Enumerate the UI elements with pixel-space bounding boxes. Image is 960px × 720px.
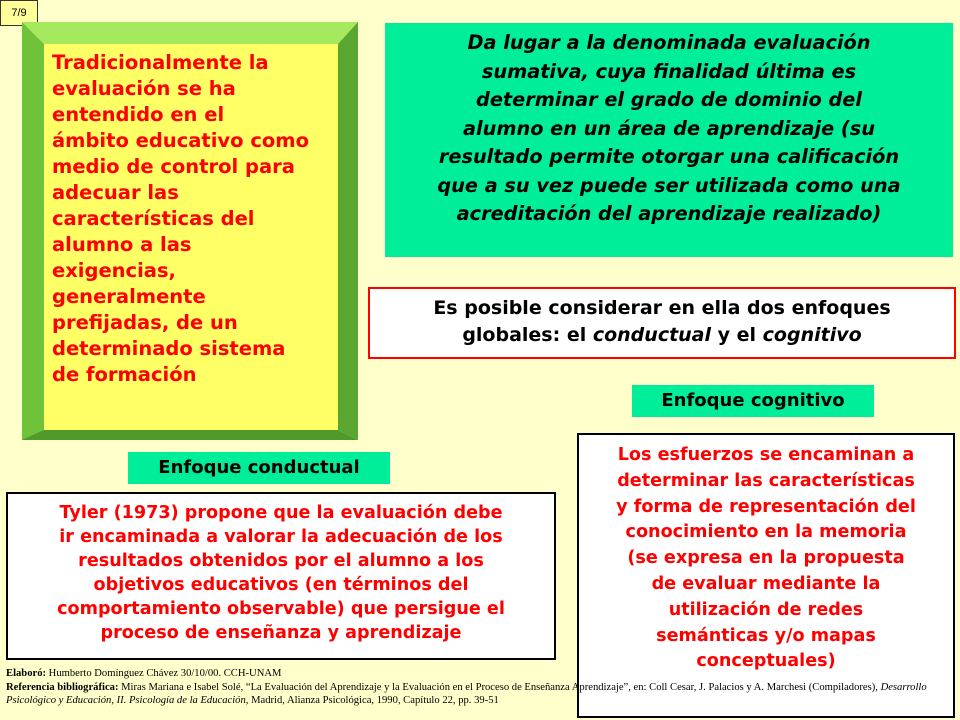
text-line: características del	[52, 207, 255, 230]
text-line: sumativa, cuya finalidad última es	[481, 59, 857, 83]
text-line: de evaluar mediante la	[651, 573, 881, 594]
text-line: entendido en el	[52, 103, 225, 126]
cognitivo-emphasis: cognitivo	[762, 324, 862, 346]
text-line: comportamiento observable) que persigue el	[57, 599, 505, 619]
summative-evaluation-box	[385, 23, 953, 257]
conductual-emphasis: conductual	[592, 324, 712, 346]
text-line: de formación	[52, 363, 197, 386]
text-fragment: y el	[711, 324, 763, 346]
text-line: conceptuales)	[696, 651, 836, 672]
text-line: que a su vez puede ser utilizada como una	[437, 173, 901, 197]
credits-footer	[6, 667, 956, 708]
bibliographic-reference	[6, 681, 956, 708]
text-line: alumno en un área de aprendizaje (su	[463, 116, 875, 140]
text-line: medio de control para	[52, 155, 295, 178]
text-line: conocimiento en la memoria	[625, 522, 907, 543]
text-line: resultados obtenidos por el alumno a los	[78, 551, 484, 571]
traditional-evaluation-text	[52, 50, 344, 388]
reference-label: Referencia bibliográfica:	[6, 681, 119, 693]
text-line: Es posible considerar en ella dos enfoques	[433, 297, 891, 319]
text-line: acreditación del aprendizaje realizado)	[456, 202, 882, 225]
text-line: (se expresa en la propuesta	[627, 548, 905, 569]
text-line: adecuar las	[52, 181, 179, 204]
text-line: ir encaminada a valorar la adecuación de los	[59, 527, 503, 547]
text-line: generalmente	[52, 285, 206, 308]
text-line: exigencias,	[52, 259, 176, 282]
text-fragment: globales: el	[462, 324, 593, 346]
text-line	[370, 322, 954, 349]
two-approaches-box	[368, 287, 956, 359]
text-line: Da lugar a la denominada evaluación	[467, 31, 871, 54]
author-credit	[6, 667, 956, 681]
behavioral-approach-box	[6, 492, 556, 660]
reference-book-title: Desarrollo Psicológico y Educación, II. Psicología de la Educación	[6, 681, 927, 706]
behavioral-approach-label: Enfoque conductual	[128, 452, 390, 484]
text-line: alumno a las	[52, 233, 192, 256]
text-line: prefijadas, de un	[52, 311, 238, 334]
text-line: utilización de redes	[668, 599, 864, 620]
text-line: objetivos educativos (en términos del	[93, 575, 469, 595]
text-line: y forma de representación del	[616, 496, 916, 517]
reference-text: Miras Mariana e Isabel Solé, “La Evaluación del Aprendizaje y la Evaluación en el Proceso de Enseñanza Aprendizaje”, en: Coll Cesar, J. Palacios y A. Marchesi (Compiladores),	[118, 681, 881, 693]
text-line: Tyler (1973) propone que la evaluación debe	[59, 503, 503, 523]
text-line: determinar el grado de dominio del	[476, 88, 862, 111]
text-line: ámbito educativo como	[52, 129, 309, 152]
text-line: proceso de enseñanza y aprendizaje	[100, 623, 462, 643]
reference-text-end: , Madrid, Alianza Psicológica, 1990, Capítulo 22, pp. 39-51	[245, 695, 499, 706]
text-line: determinado sistema	[52, 337, 286, 360]
text-line: determinar las características	[617, 470, 915, 491]
slide-number: 7/9	[0, 0, 38, 26]
text-line: Los esfuerzos se encaminan a	[617, 445, 915, 465]
text-line: evaluación se ha	[52, 77, 236, 100]
text-line: Tradicionalmente la	[52, 51, 269, 74]
text-line: semánticas y/o mapas	[656, 625, 876, 646]
cognitive-approach-label: Enfoque cognitivo	[632, 385, 874, 417]
text-line: resultado permite otorgar una calificación	[438, 145, 900, 168]
author-label: Elaboró:	[6, 668, 47, 679]
author-text: Humberto Domínguez Chávez 30/10/00. CCH-UNAM	[46, 668, 282, 679]
